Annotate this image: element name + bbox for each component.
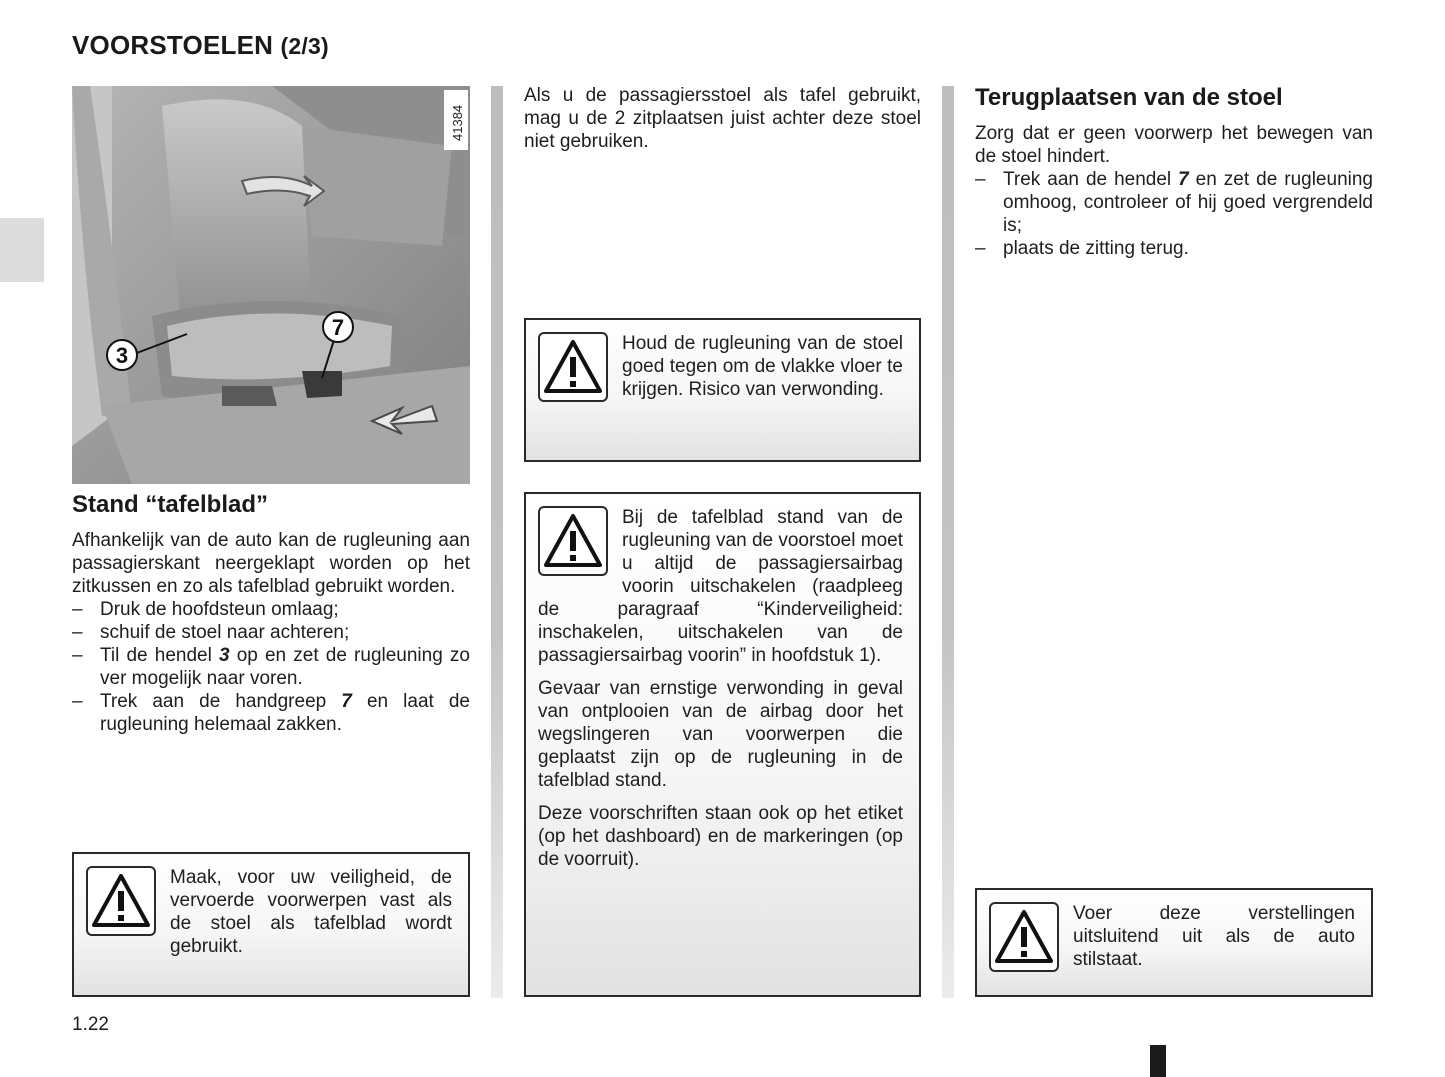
list-item: – schuif de stoel naar achteren; <box>72 621 470 644</box>
step-text: Til de hendel <box>100 645 219 666</box>
step-text: Trek aan de handgreep <box>100 691 342 712</box>
list-item <box>975 168 1373 237</box>
title-text: VOORSTOELEN <box>72 30 274 60</box>
warning-box <box>524 492 921 997</box>
page-number: 1.22 <box>72 1014 109 1035</box>
warning-text: Houd de rugleuning van de stoel goed tegen om de vlakke vloer te krijgen. Risico van verwonding. <box>622 333 903 400</box>
warning-text: Voer deze verstellingen uitsluitend uit als de auto stilstaat. <box>1073 903 1355 970</box>
lever-number: 7 <box>1178 169 1189 190</box>
list-item <box>72 690 470 736</box>
warning-text: Deze voorschriften staan ook op het etiket (op het dashboard) en de markeringen (op de voorruit). <box>538 803 903 870</box>
warning-box <box>72 852 470 997</box>
title-part: (2/3) <box>280 33 329 59</box>
list-item: – plaats de zitting terug. <box>975 237 1373 260</box>
column-divider <box>942 86 954 998</box>
intro-paragraph: Zorg dat er geen voorwerp het bewegen van de stoel hindert. <box>975 123 1373 167</box>
section-tab <box>0 218 44 282</box>
section-heading: Terugplaatsen van de stoel <box>975 84 1283 111</box>
step-text: op en zet de rugleuning zo ver mogelijk naar voren. <box>100 645 470 689</box>
seat-illustration <box>72 86 470 484</box>
warning-box <box>975 888 1373 997</box>
warning-text: Gevaar van ernstige verwonding in geval van ontplooien van de airbag door het wegslingeren van voorwerpen die geplaatst zijn op de rugleuning in de tafelblad stand. <box>538 678 903 791</box>
section-heading: Stand “tafelblad” <box>72 491 269 518</box>
warning-triangle-icon <box>538 506 608 576</box>
list-item <box>72 644 470 690</box>
column-left <box>72 491 470 736</box>
intro-paragraph: Als u de passagiersstoel als tafel gebruikt, mag u de 2 zitplaatsen juist achter deze stoel niet gebruiken. <box>524 85 921 152</box>
callout-7: 7 <box>331 315 345 340</box>
handle-number: 7 <box>341 691 352 712</box>
figure-ref-number: 41384 <box>450 104 465 141</box>
step-text: en laat de rugleuning helemaal zakken. <box>100 691 470 735</box>
warning-triangle-icon <box>86 866 156 936</box>
list-item: – Druk de hoofdsteun omlaag; <box>72 598 470 621</box>
steps-list <box>72 598 470 736</box>
corner-mark <box>1150 1045 1166 1077</box>
warning-box <box>524 318 921 462</box>
column-right <box>975 84 1373 260</box>
steps-list <box>975 168 1373 260</box>
warning-triangle-icon <box>538 332 608 402</box>
step-text: en zet de rugleuning omhoog, controleer of hij goed vergrendeld is; <box>1003 169 1373 236</box>
column-middle <box>524 84 921 153</box>
column-divider <box>491 86 503 998</box>
intro-paragraph: Afhankelijk van de auto kan de rugleuning aan passagierskant neergeklapt worden op het zitkussen en zo als tafelblad gebruikt worden. <box>72 530 470 597</box>
warning-text: Bij de tafelblad stand van de rugleuning van de voorstoel moet u altijd de passagiersairbag voorin uitschakelen (raadpleeg de paragraaf “Kinderveiligheid: inschakelen, uitschakelen van de passagiersairbag voorin” in hoofdstuk 1). <box>538 507 903 666</box>
callout-3: 3 <box>115 343 129 368</box>
lever-number: 3 <box>218 645 230 666</box>
warning-triangle-icon <box>989 902 1059 972</box>
page-title <box>72 30 329 61</box>
step-text: Trek aan de hendel <box>1003 169 1179 190</box>
warning-text: Maak, voor uw veiligheid, de vervoerde voorwerpen vast als de stoel als tafelblad wordt gebruikt. <box>170 867 452 957</box>
